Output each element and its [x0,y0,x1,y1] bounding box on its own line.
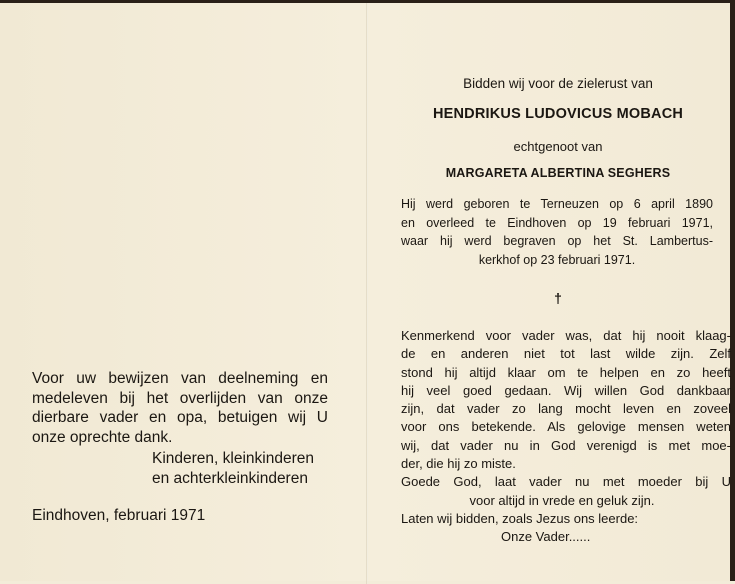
memory-line: wij, dat vader nu in God verenigd is met moe- [401,437,731,453]
memory-line: Onze Vader...... [501,529,591,545]
deceased-name: HENDRIKUS LUDOVICUS MOBACH [432,106,684,122]
memory-line: hij veel goed gedaan. Wij willen God dankbaar [401,382,731,398]
memory-line: de en anderen niet tot last wilde zijn. Zelf [401,346,731,362]
biography [401,195,713,269]
thanks-text [32,369,328,447]
memory-line: Goede God, laat vader nu met moeder bij U [401,474,731,490]
signer-line: Kinderen, kleinkinderen [152,450,314,467]
spouse-label: echtgenoot van [513,139,603,154]
bio-line: en overleed te Eindhoven op 19 februari 1971, [401,215,713,230]
memory-line: der, die hij zo miste. [401,456,516,472]
place-date: Eindhoven, februari 1971 [32,507,206,524]
signers [152,449,314,488]
memorial-text [401,327,731,547]
bio-line: waar hij werd begraven op het St. Lambertus- [401,234,713,248]
cross-icon: † [554,290,562,306]
memory-line: stond hij altijd klaar om te helpen en zo heeft [401,364,731,380]
bio-line: kerkhof op 23 februari 1971. [478,252,636,267]
memory-line: voor ons betekende. Als gelovige mensen weten [401,419,731,435]
card-fold [366,3,368,584]
thanks-line: onze oprechte dank. [32,428,173,446]
thanks-line: dierbare vader en opa, betuigen wij U [32,409,328,426]
prayer-intro: Bidden wij voor de zielerust van [463,76,653,91]
memory-line: Laten wij bidden, zoals Jezus ons leerde: [401,510,639,526]
bio-line: Hij werd geboren te Terneuzen op 6 april 1890 [401,197,713,211]
memory-line: zijn, dat vader zo lang mocht leven en zoveel [401,401,731,417]
memory-line: Kenmerkend voor vader was, dat hij nooit klaag- [401,328,731,343]
thanks-line: Voor uw bewijzen van deelneming en [32,370,328,387]
signer-line: en achterkleinkinderen [152,469,308,487]
memory-line: voor altijd in vrede en geluk zijn. [469,492,655,508]
spouse-name: MARGARETA ALBERTINA SEGHERS [445,166,671,180]
thanks-line: medeleven bij het overlijden van onze [32,389,328,407]
